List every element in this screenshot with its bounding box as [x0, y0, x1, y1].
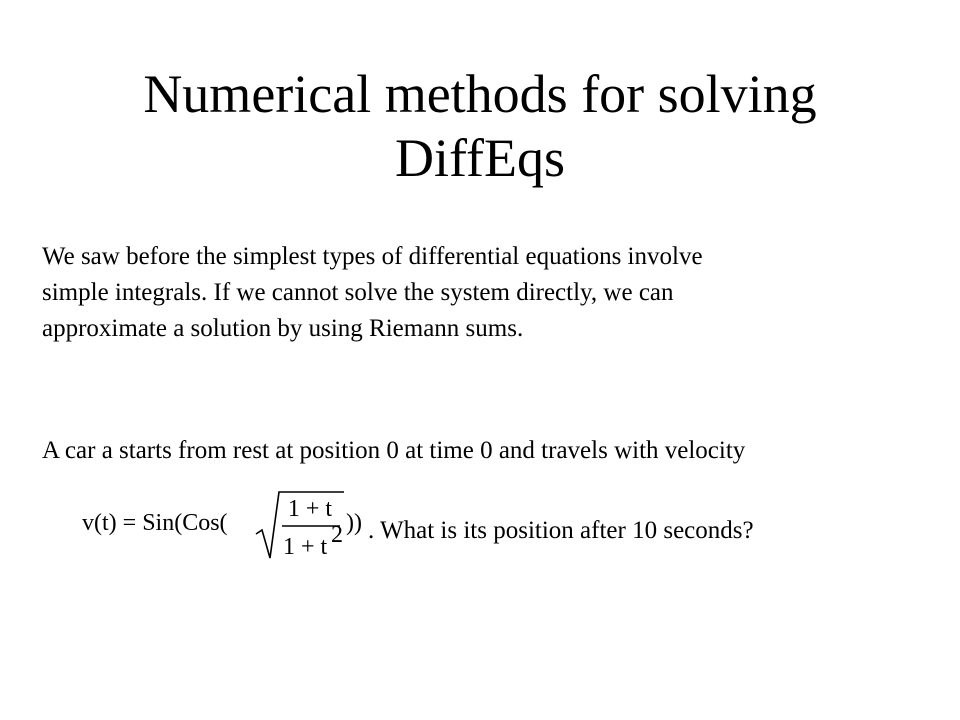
formula-numerator: 1 + t	[287, 496, 333, 522]
problem-paragraph	[42, 433, 942, 469]
intro-line-2: simple integrals. If we cannot solve the system directly, we can	[42, 279, 674, 306]
slide-title	[0, 62, 960, 190]
formula-close: ))	[346, 510, 362, 536]
question-text: . What is its position after 10 seconds?	[368, 517, 754, 544]
intro-line-1: We saw before the simplest types of differential equations involve	[42, 243, 703, 270]
velocity-formula	[82, 484, 372, 564]
intro-paragraph	[42, 239, 942, 347]
title-line-1: Numerical methods for solving	[143, 64, 817, 124]
formula-denominator: 1 + t	[283, 534, 328, 560]
formula-row	[82, 484, 882, 564]
title-line-2: DiffEqs	[395, 128, 565, 188]
formula-exponent: 2	[331, 522, 343, 548]
intro-line-3: approximate a solution by using Riemann sums.	[42, 315, 524, 342]
formula-lhs: v(t) = Sin(Cos(	[82, 510, 228, 536]
problem-line-1: A car a starts from rest at position 0 at time 0 and travels with velocity	[42, 437, 746, 464]
